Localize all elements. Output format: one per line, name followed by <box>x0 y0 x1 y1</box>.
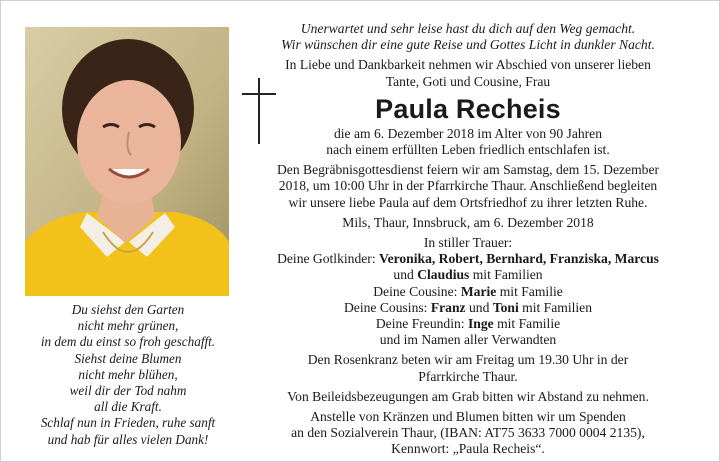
godchild-name: Claudius <box>417 267 470 283</box>
poem-line: nicht mehr grünen, <box>77 318 179 334</box>
service-line: Den Begräbnisgottesdienst feiern wir am Samstag, dem 15. Dezember <box>276 162 660 178</box>
with-family-text: mit Familie <box>497 316 561 332</box>
godchildren-names: Veronika, Robert, Bernhard, Franziska, Marcus <box>379 251 659 267</box>
and-text: und <box>393 267 414 283</box>
obituary-text <box>238 21 698 458</box>
with-families-text: mit Familien <box>522 299 592 315</box>
poem-line: in dem du einst so froh geschafft. <box>40 334 216 350</box>
friend-label: Deine Freundin: <box>375 316 465 332</box>
service-line: 2018, um 10:00 Uhr in der Pfarrkirche Thaur. Anschließend begleiten <box>278 178 658 194</box>
poem-line: Siehst deine Blumen <box>74 350 182 366</box>
service-line: wir unsere liebe Paula auf dem Ortsfriedhof zu ihrer letzten Ruhe. <box>288 194 648 210</box>
poem-line: Du siehst den Garten <box>71 302 185 317</box>
cousine-line <box>238 284 698 300</box>
poem-line: all die Kraft. <box>94 399 162 415</box>
death-line: nach einem erfüllten Leben friedlich entschlafen ist. <box>326 142 610 158</box>
with-families-text: mit Familien <box>472 267 543 283</box>
and-text: und <box>468 299 490 315</box>
cousine-name: Marie <box>460 283 497 299</box>
place-date: Mils, Thaur, Innsbruck, am 6. Dezember 2018 <box>342 214 594 230</box>
poem-line: und hab für alles vielen Dank! <box>47 431 209 447</box>
godchildren-line <box>238 251 698 267</box>
with-family-text: mit Familie <box>499 283 563 299</box>
poem-line: nicht mehr blühen, <box>78 366 178 382</box>
poem-line: weil dir der Tod nahm <box>69 383 187 399</box>
donation-line: Kennwort: „Paula Recheis“. <box>391 441 545 457</box>
intro-line: Unerwartet und sehr leise hast du dich auf den Weg gemacht. <box>300 21 636 36</box>
rosary-line: Pfarrkirche Thaur. <box>418 368 518 384</box>
relatives-line: und im Namen aller Verwandten <box>379 332 557 348</box>
intro-line: Wir wünschen dir eine gute Reise und Gottes Licht in dunkler Nacht. <box>281 37 655 53</box>
donation-line: an den Sozialverein Thaur, (IBAN: AT75 3633 7000 0004 2135), <box>291 425 645 441</box>
cousine-label: Deine Cousine: <box>373 283 458 299</box>
cousins-label: Deine Cousins: <box>343 299 428 315</box>
deceased-name: Paula Recheis <box>375 93 561 124</box>
poem <box>8 302 248 448</box>
poem-line: Schlaf nun in Frieden, ruhe sanft <box>40 415 216 431</box>
friend-name: Inge <box>467 316 494 332</box>
mourners-heading: In stiller Trauer: <box>423 235 513 251</box>
friend-line <box>238 316 698 332</box>
rosary-line: Den Rosenkranz beten wir am Freitag um 19.30 Uhr in der <box>307 352 629 368</box>
condolences-line: Von Beileidsbezeugungen am Grab bitten wir Abstand zu nehmen. <box>287 388 649 404</box>
godchildren-line-2 <box>238 267 698 283</box>
intro-line: Tante, Goti und Cousine, Frau <box>385 73 551 89</box>
intro-line: In Liebe und Dankbarkeit nehmen wir Abschied von unserer lieben <box>285 57 651 73</box>
cousins-line <box>238 300 698 316</box>
donation-line: Anstelle von Kränzen und Blumen bitten wir um Spenden <box>310 409 626 425</box>
cousin-name: Franz <box>430 299 466 315</box>
godchildren-label: Deine Gotlkinder: <box>277 251 376 267</box>
cousin-name: Toni <box>492 299 519 315</box>
portrait-photo <box>25 27 229 296</box>
death-line: die am 6. Dezember 2018 im Alter von 90 Jahren <box>333 125 603 141</box>
